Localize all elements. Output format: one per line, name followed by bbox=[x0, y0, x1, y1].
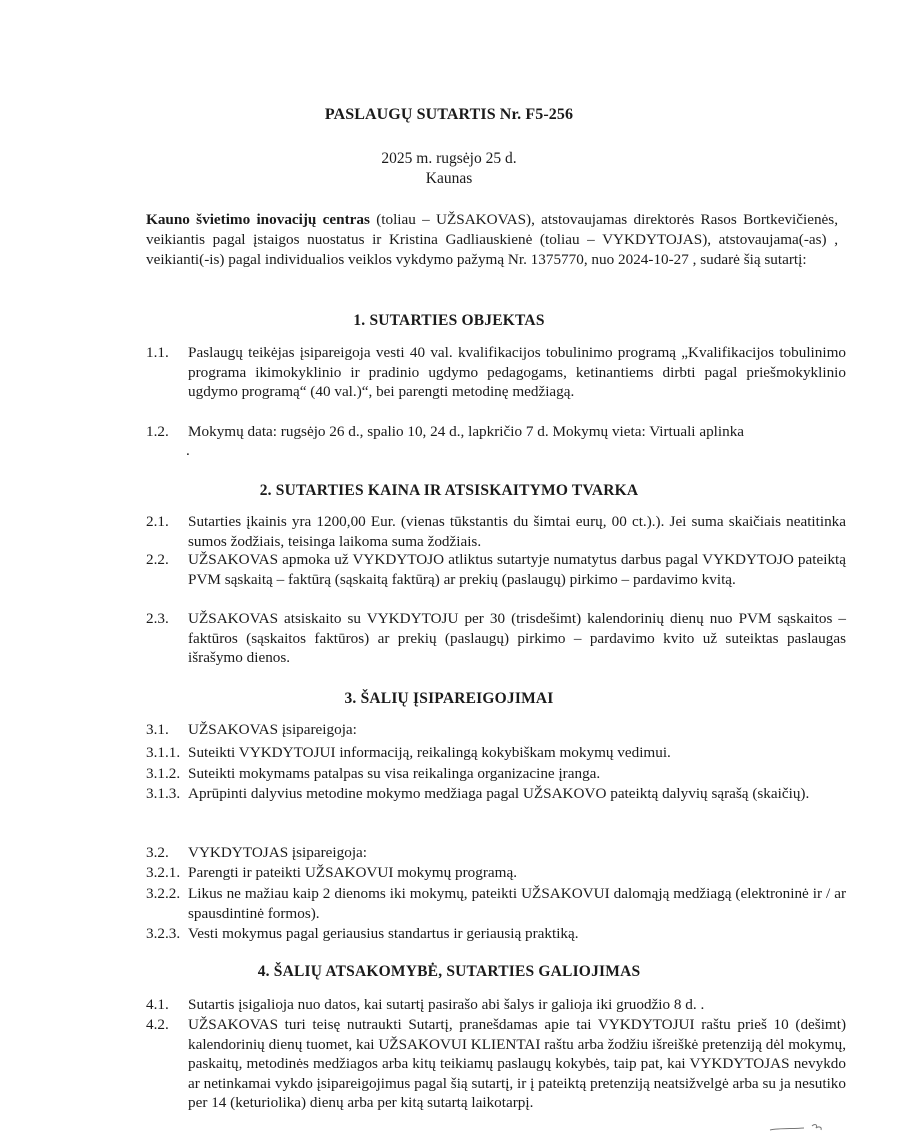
clause-text: Aprūpinti dalyvius metodine mokymo medžiaga pagal UŽSAKOVO pateiktą dalyvių sąrašą (skaičių). bbox=[188, 785, 810, 802]
section-1-heading: 1. SUTARTIES OBJEKTAS bbox=[353, 312, 545, 329]
clause-number: 1.1. bbox=[146, 344, 169, 361]
clause-text: Likus ne mažiau kaip 2 dienoms iki mokymų, pateikti UŽSAKOVUI dalomąją medžiagą (elektroninė ir / ar spausdintinė formos). bbox=[188, 885, 846, 922]
section-3-heading: 3. ŠALIŲ ĮSIPAREIGOJIMAI bbox=[344, 690, 554, 707]
clause-number: 1.2. bbox=[146, 423, 169, 440]
clause-number: 3.2. bbox=[146, 844, 169, 861]
stray-dot: . bbox=[186, 442, 190, 459]
document-title: PASLAUGŲ SUTARTIS Nr. F5-256 bbox=[324, 106, 574, 123]
clause-text: VYKDYTOJAS įsipareigoja: bbox=[188, 844, 368, 861]
clause-number: 3.2.2. bbox=[146, 885, 181, 902]
document-date: 2025 m. rugsėjo 25 d. bbox=[381, 150, 517, 167]
clause-text: UŽSAKOVAS įsipareigoja: bbox=[188, 721, 357, 738]
clause-text: UŽSAKOVAS atsiskaito su VYKDYTOJU per 30 (trisdešimt) kalendorinių dienų nuo PVM sąskaitos – faktūros (sąskaitos faktūros) ar prekių (paslaugų) pirkimo – pardavimo kvito už suteiktas paslaugas išrašymo dienos. bbox=[188, 610, 846, 666]
clause-text: Vesti mokymus pagal geriausius standartus ir geriausią praktiką. bbox=[188, 925, 579, 942]
clause-number: 4.1. bbox=[146, 996, 169, 1013]
clause-number: 3.2.3. bbox=[146, 925, 181, 942]
clause-number: 3.2.1. bbox=[146, 864, 181, 881]
clause-number: 3.1. bbox=[146, 721, 169, 738]
clause-1-2 bbox=[146, 422, 846, 442]
intro-org-name: Kauno švietimo inovacijų centras bbox=[146, 211, 370, 228]
clause-number: 3.1.2. bbox=[146, 765, 181, 782]
clause-1-1 bbox=[146, 343, 846, 421]
intro-text: (toliau – UŽSAKOVAS), atstovaujamas direktorės Rasos Bortkevičienės, veikiantis pagal įstaigos nuostatus ir Kristina Gadliauskienė (toliau – VYKDYTOJAS), atstovaujama(-as) , veikianti(-is) pagal individualios veiklos vykdymo pažymą Nr. 1375770, nuo 2024-10-27 , sudarė šią sutartį: bbox=[146, 211, 838, 268]
clause-text: UŽSAKOVAS apmoka už VYKDYTOJO atliktus sutartyje numatytus darbus pagal VYKDYTOJO pateiktą PVM sąskaitą – faktūrą (sąskaitą faktūrą) ar prekių (paslaugų) pirkimo – pardavimo kvitą. bbox=[188, 551, 846, 588]
clause-number: 3.1.1. bbox=[146, 744, 181, 761]
clause-text: Suteikti VYKDYTOJUI informaciją, reikalingą kokybiškam mokymų vedimui. bbox=[188, 744, 671, 761]
signature-mark bbox=[768, 1122, 828, 1132]
clause-text: Suteikti mokymams patalpas su visa reikalinga organizacine įranga. bbox=[188, 765, 601, 782]
clause-text: Sutarties įkainis yra 1200,00 Eur. (vienas tūkstantis du šimtai eurų, 00 ct.).). Jei suma skaičiais neatitinka sumos žodžiais, teisinga laikoma suma žodžiais. bbox=[188, 513, 846, 550]
section-2-heading: 2. SUTARTIES KAINA IR ATSISKAITYMO TVARKA bbox=[259, 482, 639, 499]
clause-text: Parengti ir pateikti UŽSAKOVUI mokymų programą. bbox=[188, 864, 518, 881]
clause-number: 3.1.3. bbox=[146, 785, 181, 802]
clause-text: Mokymų data: rugsėjo 26 d., spalio 10, 24 d., lapkričio 7 d. Mokymų vieta: Virtuali aplinka bbox=[188, 423, 745, 440]
intro-paragraph bbox=[146, 210, 838, 270]
clause-number: 2.2. bbox=[146, 551, 169, 568]
clause-text: UŽSAKOVAS turi teisę nutraukti Sutartį, pranešdamas apie tai VYKDYTOJUI raštu prieš 10 (dešimt) kalendorinių dienų tuomet, kai UŽSAKOVUI KLIENTAI raštu arba žodžiu išreiškė pretenziją dėl mokymų, paskaitų, metodinės medžiagos arba kitų teikiamų paslaugų kokybės, taip pat, kai VYKDYTOJAS nevykdo ar netinkamai vykdo įsipareigojimus pagal šią sutartį, ir į pateiktą pretenziją neatsižvelgė arba su ja nesutiko per 14 (keturiolika) dienų arba per kitą sutartą laikotarpį. bbox=[188, 1016, 846, 1111]
clause-text: Paslaugų teikėjas įsipareigoja vesti 40 val. kvalifikacijos tobulinimo programą „Kvalifikacijos tobulinimo programa ikimokyklinio ir pradinio ugdymo pedagogams, ketinantiems dirbti pagal priešmokyklinio ugdymo programą“ (40 val.)“, bei parengti metodinę medžiagą. bbox=[188, 344, 846, 400]
clause-text: Sutartis įsigalioja nuo datos, kai sutartį pasirašo abi šalys ir galioja iki gruodžio 8 d. . bbox=[188, 996, 705, 1013]
clause-number: 4.2. bbox=[146, 1016, 169, 1033]
section-4-heading: 4. ŠALIŲ ATSAKOMYBĖ, SUTARTIES GALIOJIMAS bbox=[257, 963, 641, 980]
clause-number: 2.1. bbox=[146, 513, 169, 530]
clause-number: 2.3. bbox=[146, 610, 169, 627]
document-city: Kaunas bbox=[425, 170, 473, 187]
